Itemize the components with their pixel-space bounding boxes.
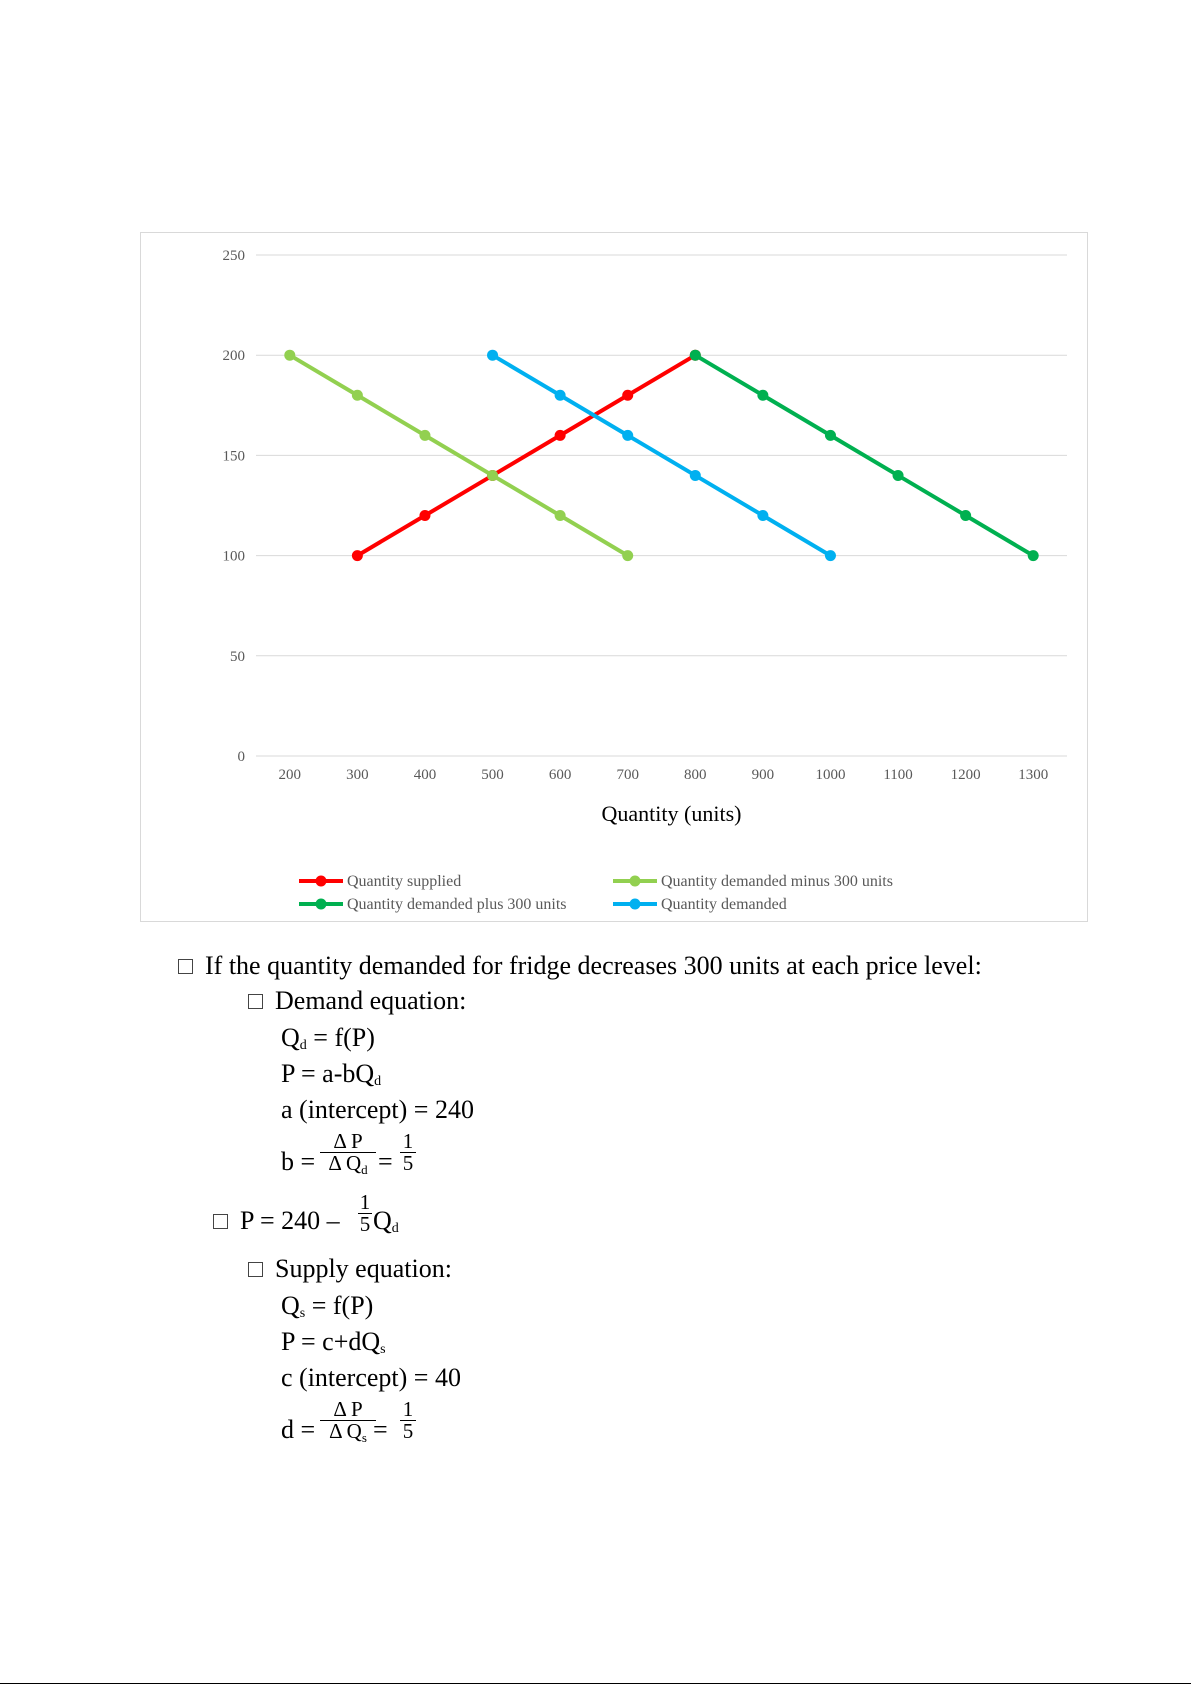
x-tick-label-500: 500	[481, 767, 504, 783]
y-tick-label-150: 150	[222, 448, 245, 465]
series-2-point-3	[893, 470, 904, 481]
demand-result-fraction: 1 5	[359, 1190, 371, 1236]
series-0-point-3	[555, 430, 566, 441]
x-tick-label-700: 700	[616, 767, 639, 783]
b-equals: =	[378, 1147, 393, 1176]
series-2-point-5	[1028, 550, 1039, 561]
y-tick-label-100: 100	[222, 548, 245, 565]
x-tick-label-1300: 1300	[1018, 767, 1049, 783]
checkbox-bullet-icon	[213, 1214, 228, 1229]
supply-heading-line	[248, 1256, 452, 1282]
legend-marker-3	[630, 899, 641, 910]
legend-marker-0	[316, 876, 327, 887]
b-value-fraction: 1 5	[400, 1131, 416, 1174]
legend-label-1: Quantity demanded minus 300 units	[661, 873, 893, 890]
checkbox-bullet-icon	[178, 959, 193, 974]
qs-function-line: $Q_s = f(P)$	[281, 1291, 374, 1321]
d-slope-fraction: Δ P Δ Qs	[320, 1399, 376, 1444]
y-tick-label-0: 0	[237, 749, 245, 765]
series-1-point-2	[419, 430, 430, 441]
series-1-point-3	[487, 470, 498, 481]
series-2-point-1	[757, 390, 768, 401]
d-value-fraction: 1 5	[400, 1399, 416, 1442]
demand-heading: Demand equation:	[275, 986, 467, 1015]
page-bottom-rule	[0, 1683, 1191, 1684]
legend-label-2: Quantity demanded plus 300 units	[347, 896, 567, 913]
x-axis-title: Quantity (units)	[601, 801, 742, 826]
series-1-point-5	[622, 550, 633, 561]
a-intercept-line: a (intercept) = 240	[281, 1095, 474, 1124]
supply-form-line: $P = c+dQ_s$	[281, 1327, 386, 1357]
checkbox-bullet-icon	[248, 1262, 263, 1277]
series-0-point-1	[419, 510, 430, 521]
series-2-point-4	[960, 510, 971, 521]
x-tick-label-1100: 1100	[883, 767, 913, 783]
x-tick-label-800: 800	[684, 767, 707, 783]
d-lhs: d =	[281, 1415, 316, 1444]
x-tick-label-300: 300	[346, 767, 369, 783]
series-3-point-1	[555, 390, 566, 401]
series-1-point-4	[555, 510, 566, 521]
b-slope-fraction: Δ P Δ Qd	[320, 1131, 376, 1176]
demand-result-line: P = 240 –	[213, 1208, 340, 1234]
x-tick-label-200: 200	[278, 767, 302, 783]
supply-demand-chart	[141, 233, 1087, 921]
legend-label-3: Quantity demanded	[661, 896, 787, 913]
y-tick-label-250: 250	[222, 248, 245, 264]
demand-form-line: $P = a-bQ_d$	[281, 1059, 382, 1089]
demand-heading-line	[248, 988, 466, 1014]
x-tick-label-1200: 1200	[950, 767, 981, 783]
series-0-point-0	[352, 550, 363, 561]
legend-marker-1	[630, 876, 641, 887]
series-1-point-0	[284, 350, 295, 361]
qd-function-line: $Q_d = f(P)$	[281, 1023, 375, 1053]
x-tick-label-400: 400	[413, 767, 437, 783]
y-tick-label-50: 50	[230, 648, 245, 665]
d-equals: =	[373, 1415, 388, 1444]
series-3-point-5	[825, 550, 836, 561]
series-3-point-4	[757, 510, 768, 521]
x-tick-label-900: 900	[751, 767, 775, 783]
supply-heading: Supply equation:	[275, 1254, 452, 1283]
b-lhs: b =	[281, 1147, 316, 1176]
intro-text: If the quantity demanded for fridge decreases 300 units at each price level:	[205, 951, 982, 980]
x-tick-label-1000: 1000	[815, 767, 846, 783]
series-2-point-0	[690, 350, 701, 361]
intro-line	[178, 953, 982, 979]
series-3-point-0	[487, 350, 498, 361]
y-tick-label-200: 200	[222, 348, 245, 365]
x-tick-label-600: 600	[548, 767, 572, 783]
series-2-point-2	[825, 430, 836, 441]
legend-marker-2	[316, 899, 327, 910]
chart-frame	[140, 232, 1088, 922]
series-3-point-2	[622, 430, 633, 441]
series-0-point-4	[622, 390, 633, 401]
checkbox-bullet-icon	[248, 994, 263, 1009]
demand-result-q: $Q_d$	[373, 1206, 399, 1236]
legend-label-0: Quantity supplied	[347, 873, 462, 890]
series-1-point-1	[352, 390, 363, 401]
series-3-point-3	[690, 470, 701, 481]
c-intercept-line: c (intercept) = 40	[281, 1363, 461, 1392]
